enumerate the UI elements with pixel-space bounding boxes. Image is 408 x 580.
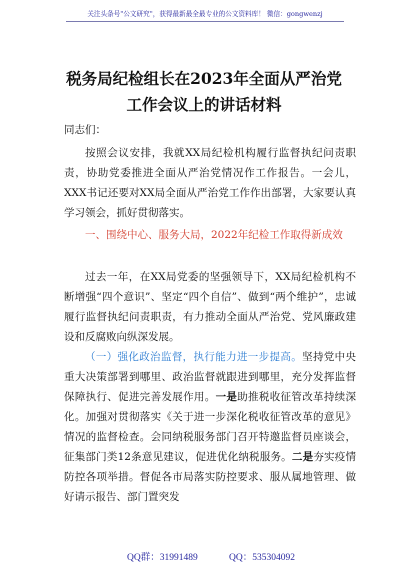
page-title <box>40 66 368 118</box>
point-one-lead: 一是 <box>215 391 238 403</box>
greeting: 同志们： <box>64 124 106 136</box>
title-line-2: 工作会议上的讲话材料 <box>126 95 282 114</box>
footer-qq: QQ：535304092 <box>229 553 295 563</box>
paragraph-2: 过去一年，在XX局党委的坚强领导下，XX局纪检机构不断增强“四个意识”、坚定“四个自信”、做到“两个维护”，忠诚履行监督执纪问责职责，有力推动全面从严治党、党风廉政建设和反腐败向纵深发展。 <box>64 271 356 343</box>
paragraph-3-text-b: 助推税收征管改革持续深化。加强对贯彻落实《关于进一步深化税收征管改革的意见》情况的监督检查。会同纳税服务部门召开特邀监督员座谈会，征集部门类12条意见建议，促进优化纳税服务。 <box>64 391 357 463</box>
footer-qq-group: QQ群：31991489 <box>127 553 198 563</box>
footer <box>0 546 408 566</box>
sub-heading-1: （一）强化政治监督，执行能力进一步提高。 <box>85 351 303 363</box>
paragraph-3-text-c: 夯实疫情防控各项举措。督促各市局落实防控要求、服从属地管理、做好请示报告、部门置突发 <box>64 451 356 503</box>
top-banner: 关注头条号"公文研究"，获得最新最全最专业的公文资料库！ 微信：gongwenzj <box>66 8 344 22</box>
title-line-1: 税务局纪检组长在2023年全面从严治党 <box>66 69 342 88</box>
paragraph-3 <box>64 347 356 507</box>
section-heading-1: 一、围绕中心、服务大局，2022年纪检工作取得新成效 <box>85 229 343 241</box>
point-two-lead: 二是 <box>291 451 314 463</box>
paragraph-3-text-a: 坚持党中央重大决策部署到哪里、政治监督就跟进到哪里，充分发挥监督保障执行、促进完善发展作用。 <box>64 351 357 403</box>
intro-paragraph: 按照会议安排，我就XX局纪检机构履行监督执纪问责职责，协助党委推进全面从严治党情况作工作报告。一会儿，XXX书记还要对XX局全面从严治党工作作出部署，大家要认真学习领会，抓好贯彻落实。 <box>64 147 356 219</box>
